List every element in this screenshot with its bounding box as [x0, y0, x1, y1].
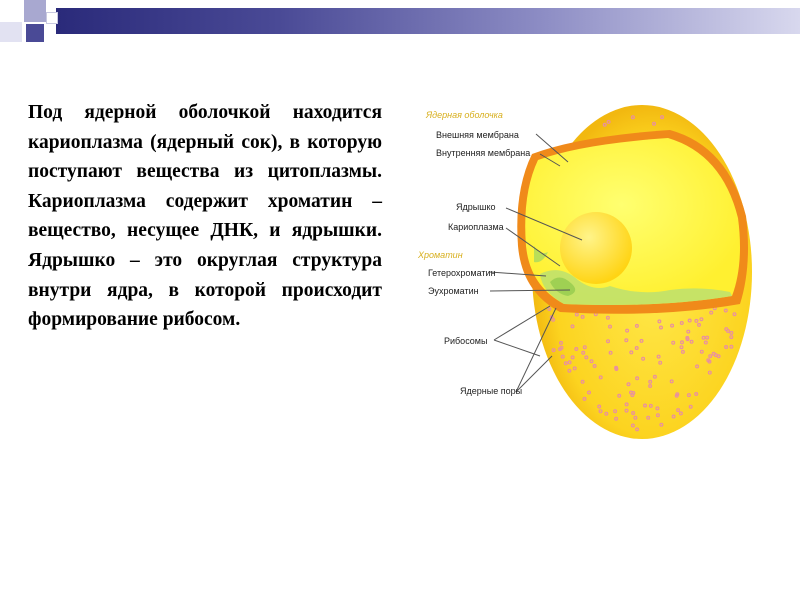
header-bar — [56, 8, 800, 34]
label-karyoplasm: Кариоплазма — [448, 222, 504, 232]
nucleus-diagram — [410, 96, 760, 446]
label-outer-membrane: Внешняя мембрана — [436, 130, 519, 140]
header-decoration-square — [26, 24, 44, 42]
label-heterochromatin: Гетерохроматин — [428, 268, 496, 278]
label-nuclear-pores: Ядерные поры — [460, 386, 523, 396]
label-nuclear-envelope: Ядерная оболочка — [426, 110, 503, 120]
label-inner-membrane: Внутренняя мембрана — [436, 148, 531, 158]
header-decoration-square — [0, 22, 22, 42]
nucleolus — [560, 212, 632, 284]
label-ribosomes: Рибосомы — [444, 336, 488, 346]
label-chromatin: Хроматин — [418, 250, 463, 260]
label-nucleolus: Ядрышко — [456, 202, 496, 212]
header-decoration-square — [24, 0, 46, 22]
header-decoration-square — [46, 12, 58, 24]
label-euchromatin: Эухроматин — [428, 286, 479, 296]
description-paragraph: Под ядерной оболочкой находится кариоплазма (ядерный сок), в которую поступают вещества из цитоплазмы. Кариоплазма содержит хроматин – вещество, несущее ДНК, и ядрышки. Ядрышко – это округлая структура внутри ядра, в которой происходит формирование рибосом. — [28, 102, 382, 331]
